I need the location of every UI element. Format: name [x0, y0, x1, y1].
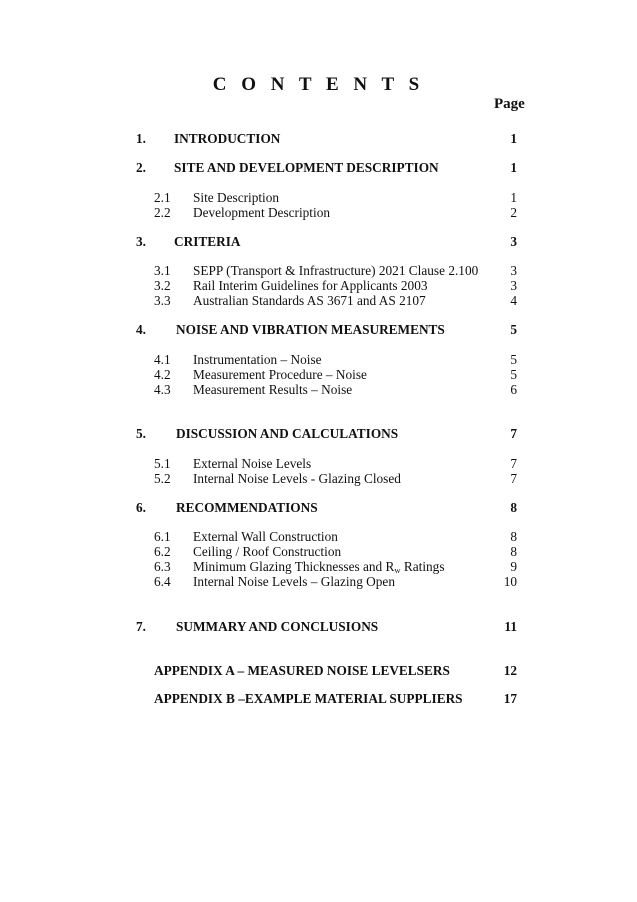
section-title: NOISE AND VIBRATION MEASUREMENTS — [176, 322, 445, 337]
subsection-number: 5.2 — [154, 471, 171, 486]
subsection-page: 4 — [510, 293, 517, 308]
section-title: SUMMARY AND CONCLUSIONS — [176, 619, 379, 634]
subsection-page: 8 — [510, 544, 517, 559]
subsection-number: 3.2 — [154, 278, 171, 293]
subsection-number: 4.2 — [154, 367, 171, 382]
subsection-title: SEPP (Transport & Infrastructure) 2021 Clause 2.100 — [193, 263, 479, 278]
contents-heading: C O N T E N T S — [212, 74, 425, 95]
section-title: DISCUSSION AND CALCULATIONS — [176, 426, 399, 441]
subsection-number: 6.3 — [154, 559, 171, 574]
subsection-number: 6.1 — [154, 529, 171, 544]
toc-section-3[interactable] — [0, 233, 637, 251]
section-title: CRITERIA — [174, 234, 241, 249]
subsection-number: 6.4 — [154, 574, 171, 589]
section-page: 7 — [510, 426, 517, 441]
section-page: 8 — [510, 500, 517, 515]
subsection-page: 5 — [510, 352, 517, 367]
toc-section-4[interactable] — [0, 321, 637, 339]
section-number: 7. — [136, 619, 146, 634]
section-number: 2. — [136, 160, 146, 175]
section-number: 3. — [136, 234, 146, 249]
section-page: 1 — [510, 160, 517, 175]
subsection-page: 9 — [510, 559, 517, 574]
toc-subsection-3-3[interactable] — [0, 292, 637, 310]
subsection-title: Australian Standards AS 3671 and AS 2107 — [193, 293, 426, 308]
subsection-title-main: Minimum Glazing Thicknesses and R — [193, 559, 395, 574]
section-number: 1. — [136, 131, 146, 146]
subsection-title: Internal Noise Levels - Glazing Closed — [193, 471, 401, 486]
subsection-number: 6.2 — [154, 544, 171, 559]
subsection-page: 6 — [510, 382, 517, 397]
subsection-page: 3 — [510, 263, 517, 278]
toc-section-2[interactable] — [0, 159, 637, 177]
section-page: 3 — [510, 234, 517, 249]
toc-subsection-2-2[interactable] — [0, 204, 637, 222]
subsection-title: Rail Interim Guidelines for Applicants 2003 — [193, 278, 428, 293]
section-page: 1 — [510, 131, 517, 146]
subsection-page: 1 — [510, 190, 517, 205]
subsection-number: 4.3 — [154, 382, 171, 397]
toc-section-7[interactable] — [0, 618, 637, 636]
subsection-page: 10 — [503, 574, 517, 589]
page-column-header: Page — [494, 96, 525, 112]
subsection-number: 2.1 — [154, 190, 171, 205]
subsection-number: 3.3 — [154, 293, 171, 308]
toc-section-1[interactable] — [0, 130, 637, 148]
toc-subsection-5-2[interactable] — [0, 470, 637, 488]
subsection-title: Measurement Procedure – Noise — [193, 367, 367, 382]
appendix-title: APPENDIX B –EXAMPLE MATERIAL SUPPLIERS — [154, 691, 463, 706]
toc-section-5[interactable] — [0, 425, 637, 443]
subsection-page: 8 — [510, 529, 517, 544]
subsection-title: Site Description — [193, 190, 280, 205]
toc-subsection-4-3[interactable] — [0, 381, 637, 399]
subsection-number: 2.2 — [154, 205, 171, 220]
section-number: 6. — [136, 500, 146, 515]
subsection-number: 3.1 — [154, 263, 171, 278]
section-title: RECOMMENDATIONS — [176, 500, 318, 515]
subsection-title: Internal Noise Levels – Glazing Open — [193, 574, 395, 589]
subscript-w: w — [394, 565, 401, 575]
subsection-page: 5 — [510, 367, 517, 382]
section-title: INTRODUCTION — [174, 131, 281, 146]
subsection-title: External Wall Construction — [193, 529, 338, 544]
subsection-title: Development Description — [193, 205, 330, 220]
subsection-number: 4.1 — [154, 352, 171, 367]
toc-subsection-6-4[interactable] — [0, 573, 637, 591]
subsection-page: 3 — [510, 278, 517, 293]
toc-appendix-b[interactable] — [0, 690, 637, 708]
subsection-title: Instrumentation – Noise — [193, 352, 322, 367]
section-number: 4. — [136, 322, 146, 337]
section-page: 11 — [504, 619, 517, 634]
subsection-page: 7 — [510, 471, 517, 486]
subsection-title: Measurement Results – Noise — [193, 382, 353, 397]
subsection-number: 5.1 — [154, 456, 171, 471]
section-title: SITE AND DEVELOPMENT DESCRIPTION — [174, 160, 439, 175]
subsection-title-rest: Ratings — [400, 559, 445, 574]
appendix-title: APPENDIX A – MEASURED NOISE LEVELSERS — [154, 663, 450, 678]
subsection-title: Ceiling / Roof Construction — [193, 544, 342, 559]
subsection-title: External Noise Levels — [193, 456, 312, 471]
section-page: 5 — [510, 322, 517, 337]
section-number: 5. — [136, 426, 146, 441]
subsection-page: 2 — [510, 205, 517, 220]
appendix-page: 17 — [503, 691, 517, 706]
appendix-page: 12 — [503, 663, 517, 678]
subsection-page: 7 — [510, 456, 517, 471]
toc-appendix-a[interactable] — [0, 662, 637, 680]
toc-section-6[interactable] — [0, 499, 637, 517]
